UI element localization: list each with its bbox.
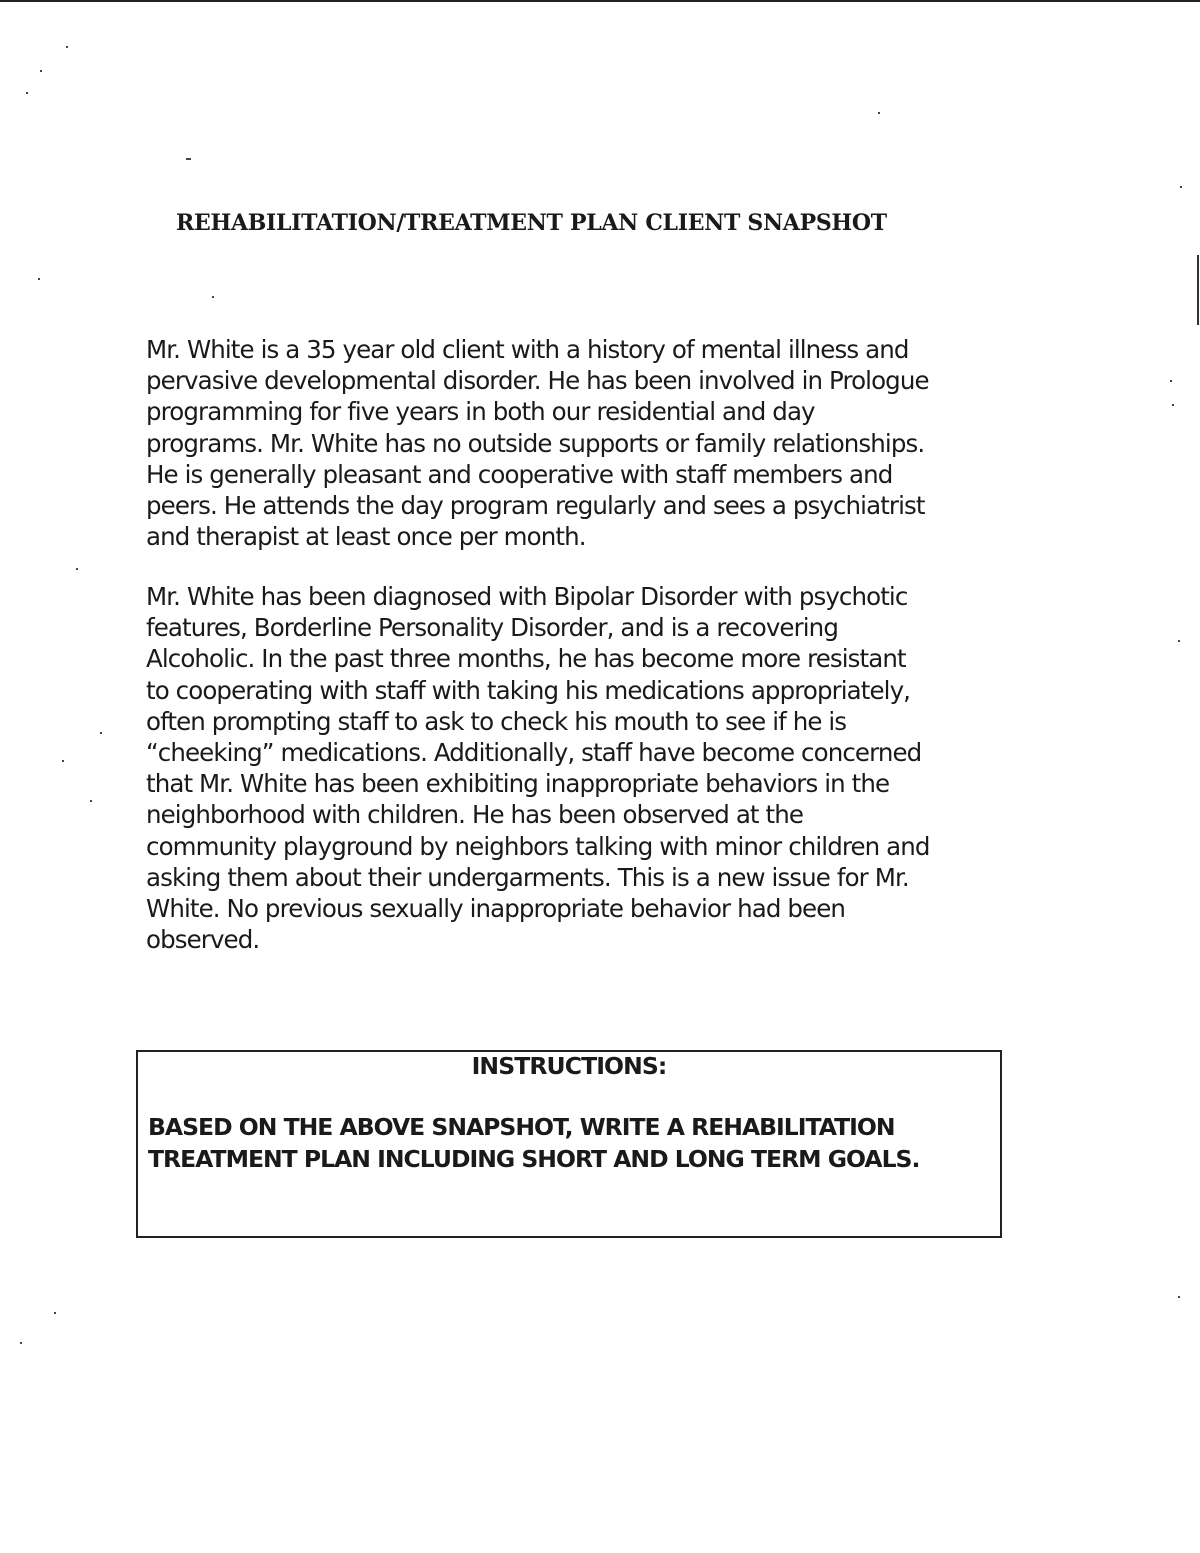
paragraph-line: programs. Mr. White has no outside supports or family relationships. (146, 428, 925, 458)
paragraph-line: programming for five years in both our residential and day (146, 397, 815, 427)
paragraph-line: White. No previous sexually inappropriate behavior had been (146, 894, 846, 924)
scan-speck (62, 760, 64, 762)
instructions-line: TREATMENT PLAN INCLUDING SHORT AND LONG TERM GOALS. (148, 1145, 920, 1173)
paragraph-line: pervasive developmental disorder. He has been involved in Prologue (146, 366, 929, 396)
scan-speck (54, 1312, 56, 1314)
scan-speck (878, 112, 880, 114)
scan-speck (212, 296, 214, 298)
paragraph-line: and therapist at least once per month. (146, 522, 586, 552)
paragraph-line: that Mr. White has been exhibiting inappropriate behaviors in the (146, 769, 890, 799)
paragraph-line: Mr. White is a 35 year old client with a history of mental illness and (146, 335, 909, 364)
document-title: REHABILITATION/TREATMENT PLAN CLIENT SNAPSHOT (176, 210, 887, 236)
scan-speck (1180, 186, 1182, 188)
instructions-heading: INSTRUCTIONS: (471, 1052, 667, 1080)
paragraph-line: “cheeking” medications. Additionally, staff have become concerned (146, 738, 922, 768)
paragraph-line: Alcoholic. In the past three months, he has become more resistant (146, 644, 906, 674)
scan-speck (186, 158, 191, 160)
scan-top-edge-line (0, 0, 1200, 2)
scan-speck (100, 732, 102, 734)
paragraph-line: Mr. White has been diagnosed with Bipolar Disorder with psychotic (146, 582, 908, 611)
paragraph-line: community playground by neighbors talking with minor children and (146, 831, 930, 861)
scan-speck (1170, 380, 1172, 382)
paragraph-line: He is generally pleasant and cooperative with staff members and (146, 459, 893, 489)
scan-speck (40, 70, 42, 72)
scan-speck (38, 278, 40, 280)
scan-right-edge-mark (1197, 255, 1199, 325)
paragraph-line: observed. (146, 925, 260, 955)
paragraph-client-background (146, 334, 1006, 552)
paragraph-line: often prompting staff to ask to check his mouth to see if he is (146, 706, 847, 736)
instructions-line: BASED ON THE ABOVE SNAPSHOT, WRITE A REHABILITATION (148, 1113, 895, 1141)
scan-speck (66, 46, 68, 48)
scan-speck (26, 92, 28, 94)
paragraph-line: neighborhood with children. He has been observed at the (146, 800, 804, 830)
paragraph-line: to cooperating with staff with taking his medications appropriately, (146, 675, 911, 705)
paragraph-diagnosis-and-concerns (146, 581, 1006, 955)
paragraph-line: asking them about their undergarments. This is a new issue for Mr. (146, 862, 909, 892)
instructions-text (148, 1111, 998, 1175)
scan-speck (1172, 404, 1174, 406)
scan-speck (90, 800, 92, 802)
paragraph-line: features, Borderline Personality Disorder, and is a recovering (146, 613, 838, 643)
scan-speck (1178, 1296, 1180, 1298)
scan-speck (20, 1342, 22, 1344)
scan-speck (1178, 640, 1180, 642)
scan-speck (76, 568, 78, 570)
paragraph-line: peers. He attends the day program regularly and sees a psychiatrist (146, 491, 925, 521)
